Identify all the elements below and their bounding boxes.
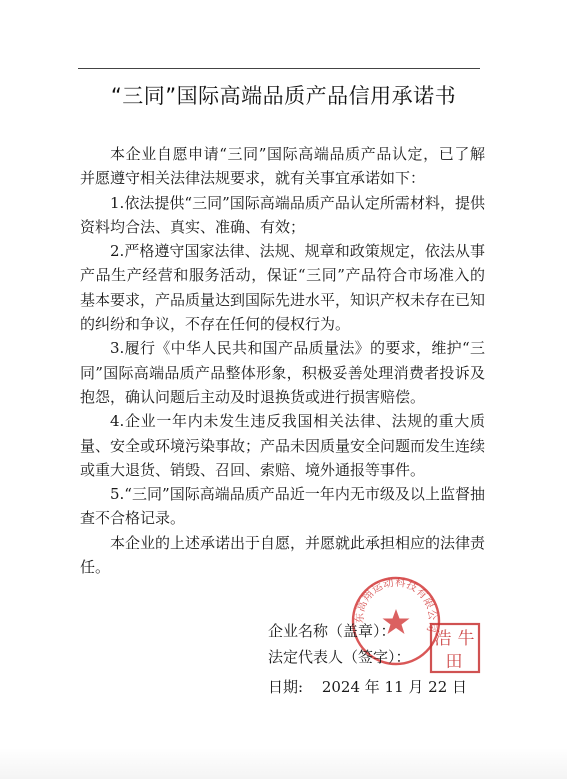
legal-representative-label: 法定代表人（签字）： [268, 648, 411, 666]
commitment-item-2: 2.严格遵守国家法律、法规、规章和政策规定，依法从事产品生产经营和服务活动，保证“三同”产品符合市场准入的基本要求，产品质量达到国际先进水平，知识产权未存在已知的纠纷和争议，不存在任何的侵权行为。 [80, 242, 486, 334]
document-body [80, 142, 485, 579]
commitment-item-4: 4.企业一年内未发生违反我国相关法律、法规的重大质量、安全或环境污染事故；产品未因质量安全问题而发生连续或重大退货、销毁、召回、索赔、境外通报等事件。 [80, 412, 486, 479]
page-bottom-shade [0, 748, 567, 779]
date-line [268, 674, 467, 700]
commitment-item-1: 1.依法提供“三同”国际高端品质产品认定所需材料，提供资料均合法、真实、准确、有效； [80, 193, 485, 236]
svg-text:浩: 浩 [434, 629, 452, 649]
svg-text:东高翔运动科技有限公司: 东高翔运动科技有限公司 [353, 576, 439, 634]
intro-paragraph: 本企业自愿申请“三同”国际高端品质产品认定，已了解并愿遵守相关法律法规要求，就有关事宜承诺如下： [80, 145, 485, 188]
company-name-label: 企业名称（盖章）： [268, 622, 396, 640]
date-value: 2024 年 11 月 22 日 [321, 678, 468, 696]
top-divider [78, 68, 480, 69]
closing-paragraph: 本企业的上述承诺出于自愿，并愿就此承担相应的法律责任。 [80, 533, 486, 577]
document-title: “三同”国际高端品质产品信用承诺书 [110, 84, 457, 108]
commitment-item-5: 5.“三同”国际高端品质产品近一年内无市级及以上监督抽查不合格记录。 [80, 485, 485, 528]
svg-text:牛: 牛 [457, 629, 475, 649]
commitment-item-3: 3.履行《中华人民共和国产品质量法》的要求，维护“三同”国际高端品质产品整体形象，积极妥善处理消费者投诉及抱怨，确认问题后主动及时退换货或进行损害赔偿。 [80, 339, 485, 406]
svg-text:田: 田 [445, 652, 463, 672]
date-label: 日期: [268, 678, 304, 696]
signature-block [268, 618, 467, 700]
